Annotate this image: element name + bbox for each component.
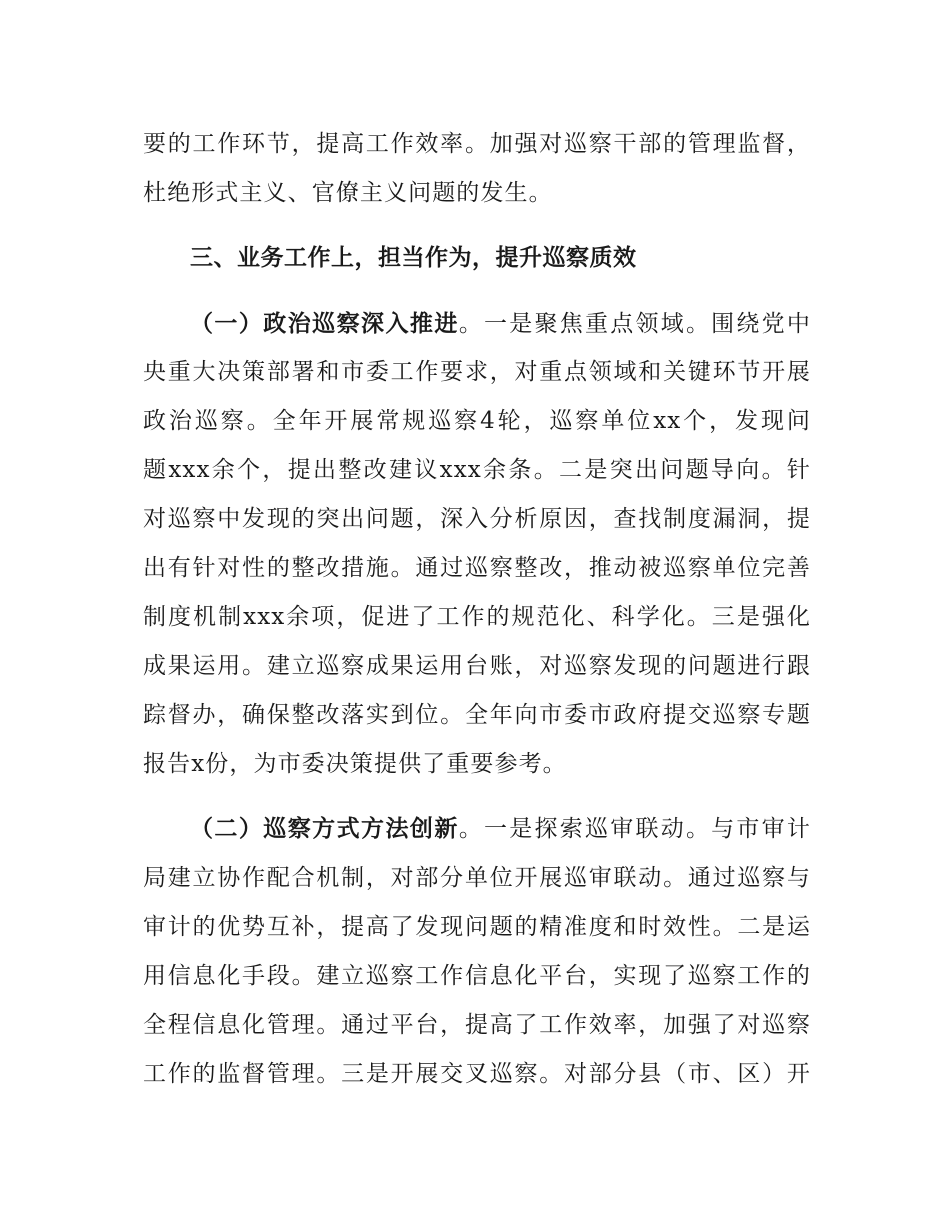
para1-line-2: 央重大决策部署和市委工作要求，对重点领域和关键环节开展 xyxy=(143,359,811,385)
para1-line-1-text: 。一是聚焦重点领域。围绕党中 xyxy=(458,311,811,337)
intro-line-1: 要的工作环节，提高工作效率。加强对巡察干部的管理监督， xyxy=(143,131,811,157)
para1-line-3: 政治巡察。全年开展常规巡察4轮，巡察单位xx个，发现问 xyxy=(143,408,811,434)
para1-line-8: 成果运用。建立巡察成果运用台账，对巡察发现的问题进行跟 xyxy=(143,653,811,679)
para1-line-9: 踪督办，确保整改落实到位。全年向市委市政府提交巡察专题 xyxy=(143,702,811,728)
para1-title: （一）政治巡察深入推进 xyxy=(190,311,459,337)
para2-line-6: 工作的监督管理。三是开展交叉巡察。对部分县（市、区）开 xyxy=(143,1061,811,1087)
para2-line-4: 用信息化手段。建立巡察工作信息化平台，实现了巡察工作的 xyxy=(143,963,811,989)
section-heading: 三、业务工作上，担当作为，提升巡察质效 xyxy=(190,245,637,271)
para1-line-5: 对巡察中发现的突出问题，深入分析原因，查找制度漏洞，提 xyxy=(143,506,811,532)
para2-line-5: 全程信息化管理。通过平台，提高了工作效率，加强了对巡察 xyxy=(143,1012,811,1038)
para2-line-1-text: 。一是探索巡审联动。与市审计 xyxy=(458,816,811,842)
para1-line-7: 制度机制xxx余项，促进了工作的规范化、科学化。三是强化 xyxy=(143,604,811,630)
para1-line-4: 题xxx余个，提出整改建议xxx余条。二是突出问题导向。针 xyxy=(143,457,811,483)
para2-title: （二）巡察方式方法创新 xyxy=(190,816,459,842)
para2-line-1 xyxy=(190,809,811,849)
para2-line-2: 局建立协作配合机制，对部分单位开展巡审联动。通过巡察与 xyxy=(143,865,811,891)
para1-line-6: 出有针对性的整改措施。通过巡察整改，推动被巡察单位完善 xyxy=(143,555,811,581)
para1-line-10: 报告x份，为市委决策提供了重要参考。 xyxy=(143,751,567,777)
intro-line-2: 杜绝形式主义、官僚主义问题的发生。 xyxy=(143,180,553,206)
para1-line-1 xyxy=(190,304,811,344)
para2-line-3: 审计的优势互补，提高了发现问题的精准度和时效性。二是运 xyxy=(143,914,811,940)
